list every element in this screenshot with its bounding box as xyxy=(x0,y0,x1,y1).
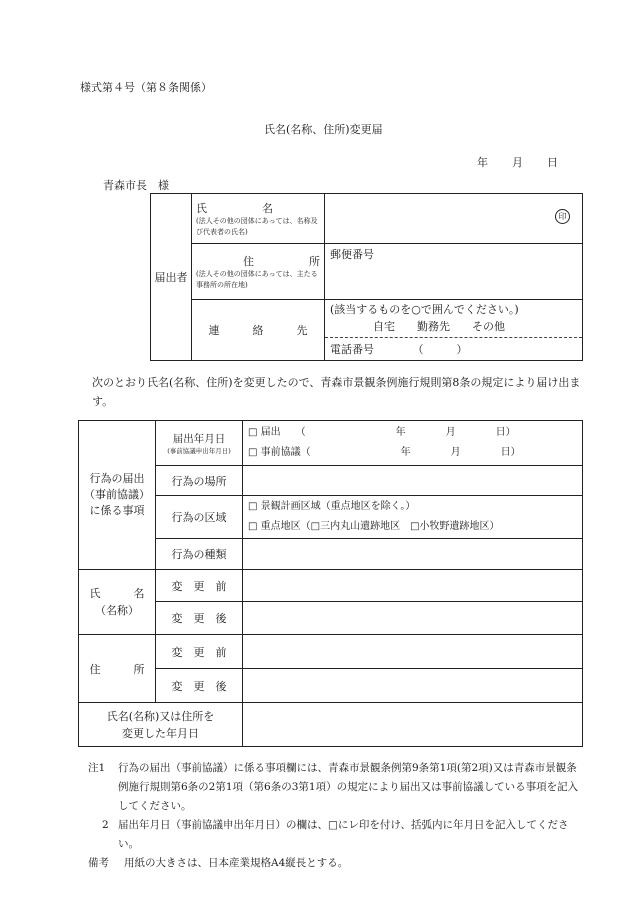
form-title: 氏名(名称、住所)変更届 xyxy=(264,123,383,136)
address-label: 住 所 xyxy=(243,255,320,269)
seal-mark: 印 xyxy=(555,209,570,224)
act-area-label: 行為の区域 xyxy=(156,496,243,539)
note2-text: 届出年月日（事前協議申出年月日）の欄は、□にレ印を付け、括弧内に年月日を記入してください。 xyxy=(118,819,569,850)
name-after-label: 変 更 後 xyxy=(156,602,243,635)
act-area-opt1[interactable]: □ 景観計画区域（重点地区を除く。） xyxy=(248,501,416,512)
contact-options: 自宅 勤務先 その他 xyxy=(373,320,505,333)
addressee: 青森市長 様 xyxy=(103,179,169,192)
name-change-label-1: 氏 名 xyxy=(89,587,145,600)
note1-text: 行為の届出（事前協議）に係る事項欄には、青森市景観条例第9条第1項(第2項)又は青森市景観条例施行規則第6条の2第1項（第6条の3第1項）の規定により届出又は事前協議している事項を記入してください。 xyxy=(118,762,579,812)
name-before-label: 変 更 前 xyxy=(156,570,243,602)
phone-label: 電話番号 （ ） xyxy=(325,337,582,360)
contact-instruction: (該当するものを○で囲んでください。) xyxy=(330,303,519,316)
name-change-label xyxy=(79,570,156,635)
act-date-opt2[interactable]: □ 事前協議（ 年 月 日） xyxy=(248,447,521,458)
contact-field[interactable] xyxy=(325,300,583,361)
date-year: 年 xyxy=(477,156,488,169)
act-group-label: 行為の届出（事前協議）に係る事項 xyxy=(79,421,156,570)
act-table xyxy=(78,420,583,747)
act-date-sub: (事前協議申出年月日) xyxy=(167,447,231,455)
act-kind-field[interactable] xyxy=(243,539,583,570)
act-date-label-cell xyxy=(156,421,243,466)
name-note: (法人その他の団体にあっては、名称及び代表者の氏名) xyxy=(196,217,318,236)
note1-label: 注1 xyxy=(88,762,106,774)
name-before-field[interactable] xyxy=(243,570,583,602)
contact-label: 連 絡 先 xyxy=(192,300,325,361)
act-place-label: 行為の場所 xyxy=(156,466,243,496)
act-place-field[interactable] xyxy=(243,466,583,496)
statement: 次のとおり氏名(名称、住所)を変更したので、青森市景観条例施行規則第8条の規定により届け出ます。 xyxy=(92,376,581,408)
remark-text: 用紙の大きさは、日本産業規格A4縦長とする。 xyxy=(124,857,349,869)
address-field[interactable] xyxy=(325,244,583,300)
remark-label: 備考 xyxy=(88,857,109,869)
name-field[interactable] xyxy=(325,194,583,244)
note2-label: 2 xyxy=(102,819,109,831)
name-after-field[interactable] xyxy=(243,602,583,635)
applicant-group-label: 届出者 xyxy=(151,194,192,361)
act-date-opt1[interactable]: □ 届出 （ 年 月 日） xyxy=(248,427,516,438)
change-date-field[interactable] xyxy=(243,703,583,747)
address-label-cell xyxy=(192,244,325,300)
address-note: (法人その他の団体にあっては、主たる事務所の所在地) xyxy=(196,270,318,289)
address-before-label: 変 更 前 xyxy=(156,635,243,669)
act-area-field[interactable] xyxy=(243,496,583,539)
change-date-line1: 氏名(名称)又は住所を xyxy=(106,709,215,723)
act-date-field[interactable] xyxy=(243,421,583,466)
applicant-table xyxy=(150,193,583,361)
date-day: 日 xyxy=(547,156,558,169)
address-after-label: 変 更 後 xyxy=(156,669,243,703)
date-month: 月 xyxy=(512,156,523,169)
act-area-opt2[interactable]: □ 重点地区（□三内丸山遺跡地区 □小牧野遺跡地区） xyxy=(248,521,500,532)
act-date-label: 届出年月日 xyxy=(172,433,226,445)
name-label-cell xyxy=(192,194,325,244)
name-label: 氏 名 xyxy=(196,202,273,216)
address-before-field[interactable] xyxy=(243,635,583,669)
address-after-field[interactable] xyxy=(243,669,583,703)
act-kind-label: 行為の種類 xyxy=(156,539,243,570)
address-change-label: 住 所 xyxy=(79,635,156,703)
postal-label: 郵便番号 xyxy=(330,248,374,261)
form-number: 様式第４号（第８条関係） xyxy=(80,81,212,94)
name-change-label-2: （名称） xyxy=(95,604,139,617)
change-date-label xyxy=(79,703,243,747)
change-date-line2: 変更した年月日 xyxy=(122,726,199,740)
